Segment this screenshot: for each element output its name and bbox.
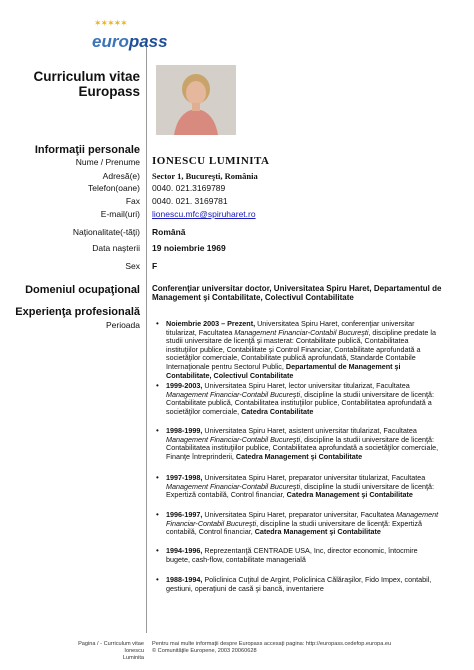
bullet-icon: •: [156, 575, 159, 584]
email-link[interactable]: lionescu.mfc@spiruharet.ro: [152, 209, 256, 219]
experience-department: Catedra Management şi Contabilitate: [254, 527, 381, 537]
experience-text: Universitatea Spiru Haret, preparator universitar, Facultatea: [202, 510, 397, 519]
cv-title-line2: Europass: [78, 84, 140, 99]
phone-label: Telefon(oane): [88, 183, 140, 193]
bullet-icon: •: [156, 319, 159, 328]
footer-right: [152, 641, 462, 655]
experience-text-cont: , discipline la studii universitare de licenţă: Contabilitatea instituţiilor publice, Contabilitatea aprofundată a societăţilor comerciale, Finanţe întreprinderii,: [166, 434, 439, 461]
sex-label: Sex: [125, 261, 140, 271]
dob-label: Data naşterii: [92, 243, 140, 253]
fax-value: 0040. 021. 3169781: [152, 196, 228, 206]
experience-faculty: Management Financiar-Contabil Bucureşti: [166, 481, 301, 491]
experience-faculty: Management Financiar-Contabil Bucureşti: [166, 434, 301, 444]
footer-right-line1: Pentru mai multe informaţii despre Europass accesaţi pagina: http://europass.cedefop.europa.eu: [152, 641, 392, 647]
experience-faculty: Management Financiar-Contabil Bucureşti: [166, 510, 439, 528]
experience-text: Universitatea Spiru Haret, asistent universitar titularizat, Facultatea: [202, 426, 417, 435]
period-label: Perioada: [105, 320, 140, 330]
dob-value: 19 noiembrie 1969: [152, 243, 226, 253]
experience-item: [156, 381, 442, 416]
bullet-icon: •: [156, 546, 159, 555]
bullet-icon: •: [156, 426, 159, 435]
address-label: Adresă(e): [102, 171, 140, 181]
experience-item: [156, 319, 442, 380]
experience-text: Universitatea Spiru Haret, preparator universitar titularizat, Facultatea: [202, 473, 426, 482]
experience-date: 1988-1994,: [166, 575, 203, 584]
section-occupation: Domeniul ocupaţional: [25, 284, 140, 296]
column-divider: [146, 38, 147, 633]
cv-title: [33, 69, 140, 99]
experience-department: Catedra Management şi Contabilitate: [235, 451, 363, 461]
footer-left: [60, 641, 144, 662]
occupation-value: Conferenţiar universitar doctor, Universitatea Spiru Haret, Departamentul de Management şi Contabilitate, Colectivul Contabilitate: [152, 284, 442, 302]
address-value: Sector 1, Bucureşti, România: [152, 171, 258, 181]
footer-right-line2: © Comunităţile Europene, 2003 20060628: [152, 648, 257, 654]
bullet-icon: •: [156, 510, 159, 519]
experience-date: 1994-1996,: [166, 546, 203, 555]
experience-text-cont: , discipline la studii universitare de licenţă: Expertiză contabilă, Control financiar,: [166, 518, 422, 537]
experience-text: Universitatea Spiru Haret, lector universitar titularizat, Facultatea: [202, 381, 410, 390]
experience-text: Policlinica Cuţitul de Argint, Policlinica Călăraşilor, Fido Impex, contabil, gestiuni, operaţiuni de casă şi bancă, inventariere: [166, 575, 432, 593]
experience-faculty: Management Financiar-Contabil Bucureşti: [234, 327, 369, 337]
name-value: IONESCU LUMINITA: [152, 155, 270, 167]
experience-department: Catedra Management şi Contabilitate: [286, 490, 413, 500]
experience-item: [156, 426, 442, 461]
experience-item: [156, 575, 442, 593]
experience-item: [156, 510, 442, 537]
email-label: E-mail(uri): [100, 209, 140, 219]
fax-label: Fax: [125, 196, 140, 206]
profile-photo: [156, 65, 236, 135]
nationality-label: Naţionalitate(-tăţi): [72, 227, 140, 237]
footer-left-line2: Luminita: [122, 655, 144, 661]
experience-text-cont: , discipline la studii universitare de licenţă: Contabilitate publică, Contabilitatea instituţiilor publice, Contabilitatea aprofundată a societăţilor comerciale,: [166, 389, 434, 416]
bullet-icon: •: [156, 381, 159, 390]
footer-left-line1: Pagina / - Curriculum vitae Ionescu: [78, 641, 144, 654]
experience-date: 1996-1997,: [166, 510, 203, 519]
logo-euro: euro: [92, 32, 129, 51]
experience-date: 1998-1999,: [166, 426, 203, 435]
experience-text-cont: , discipline predate la studii universitare de licenţă şi masterat: Contabilitate publică, Contabilitatea instituţiilor publice, Contabilitate şi Control Financiar, Contabilitate aprofundată a societăţilor comerciale, Contabilitate publică aprofundată, Standarde Contabile Internaţionale pentru Sectorul Public,: [166, 327, 436, 371]
phone-value: 0040. 021.3169789: [152, 183, 226, 193]
experience-text-cont: , discipline la studii universitare de licenţă: Expertiză contabilă, Control financiar,: [166, 481, 434, 500]
sex-value: F: [152, 261, 158, 271]
experience-date: 1997-1998,: [166, 473, 203, 482]
experience-faculty: Management Financiar-Contabil Bucureşti: [166, 389, 301, 399]
logo-pass: pass: [128, 32, 168, 51]
experience-item: [156, 473, 442, 500]
name-label: Nume / Prenume: [75, 157, 140, 167]
bullet-icon: •: [156, 473, 159, 482]
section-personal-info: Informaţii personale: [34, 144, 140, 156]
experience-department: Catedra Contabilitate: [241, 406, 314, 416]
europass-logo: [92, 32, 168, 52]
experience-text: Universitatea Spiru Haret, conferenţiar universitar titularizat, Facultatea: [166, 319, 415, 337]
cv-title-line1: Curriculum vitae: [33, 69, 140, 84]
europass-stars-icon: ✶✶✶✶✶: [94, 18, 127, 28]
experience-department: Departamentul de Management şi Contabilitate, Colectivul Contabilitate: [166, 361, 401, 380]
experience-text: Reprezentanţă CENTRADE USA, Inc, director economic, întocmire bugete, cash-flow, contabilitate managerială: [166, 546, 418, 564]
experience-date: Noiembrie 2003 – Prezent,: [166, 319, 256, 328]
experience-item: [156, 546, 442, 564]
experience-date: 1999-2003,: [166, 381, 203, 390]
section-experience: Experienţa profesională: [15, 306, 140, 318]
nationality-value: Română: [152, 227, 186, 237]
